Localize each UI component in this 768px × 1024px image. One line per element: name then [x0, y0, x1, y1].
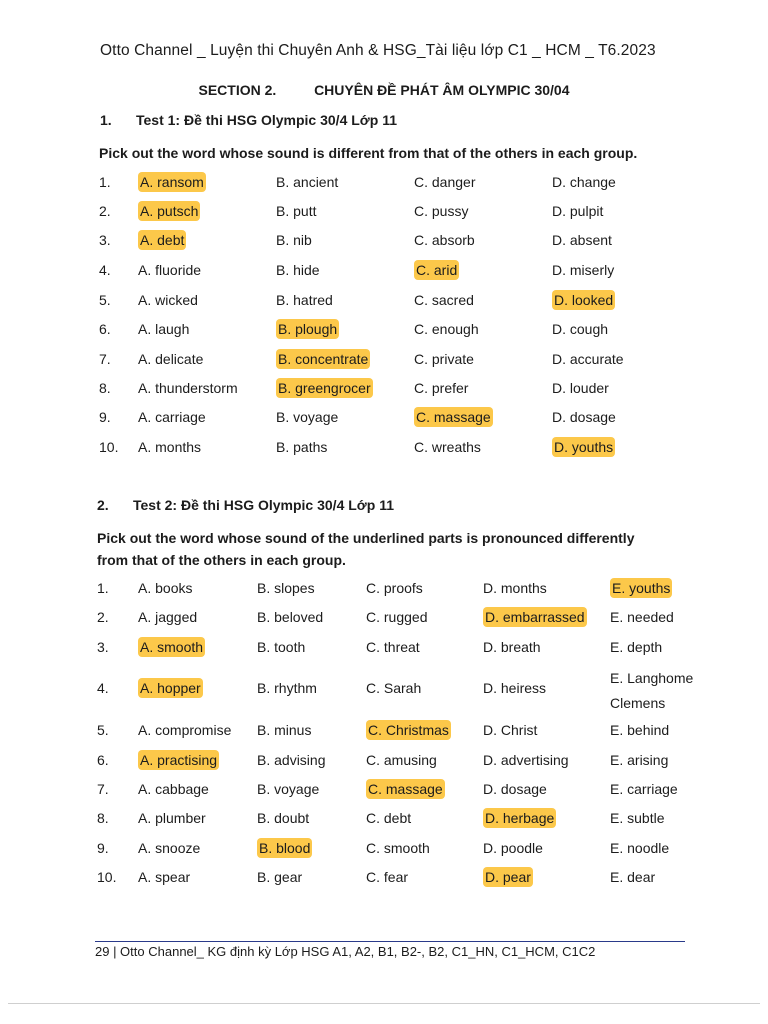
option-a: A. spear [138, 869, 191, 885]
question-number: 5. [97, 722, 109, 738]
test2-row [0, 720, 768, 744]
question-number: 4. [99, 262, 111, 278]
test2-row [0, 670, 768, 711]
option-c: C. enough [414, 321, 479, 337]
question-number: 1. [99, 174, 111, 190]
option-a: A. cabbage [138, 781, 209, 797]
option-c: C. wreaths [414, 439, 481, 455]
option-d: D. looked [554, 292, 614, 308]
test2-row [0, 779, 768, 803]
option-a: A. delicate [138, 351, 204, 367]
option-b: B. nib [276, 232, 312, 248]
option-c: C. smooth [366, 840, 430, 856]
option-a: A. compromise [138, 722, 232, 738]
question-number: 4. [97, 680, 109, 696]
option-e: E. behind [610, 722, 670, 738]
option-b: B. greengrocer [278, 380, 371, 396]
option-a: A. books [138, 580, 193, 596]
test1-row [0, 407, 768, 431]
option-c: C. pussy [414, 203, 469, 219]
test1-row [0, 290, 768, 314]
question-number: 8. [97, 810, 109, 826]
page-footer: 29 | Otto Channel_ KG định kỳ Lớp HSG A1, A2, B1, B2-, B2, C1_HN, C1_HCM, C1C2 [95, 944, 596, 959]
option-a: A. laugh [138, 321, 190, 337]
option-b: B. putt [276, 203, 317, 219]
option-c: C. prefer [414, 380, 469, 396]
option-d: D. cough [552, 321, 609, 337]
option-d: D. heiress [483, 680, 547, 696]
option-b: B. ancient [276, 174, 339, 190]
option-b: B. voyage [257, 781, 320, 797]
option-c: C. Christmas [368, 722, 449, 738]
option-d: D. pulpit [552, 203, 604, 219]
option-a: A. thunderstorm [138, 380, 238, 396]
question-number: 5. [99, 292, 111, 308]
test2-instruction-line1: Pick out the word whose sound of the underlined parts is pronounced differently [97, 530, 635, 546]
section-title: CHUYÊN ĐỀ PHÁT ÂM OLYMPIC 30/04 [314, 82, 570, 98]
option-d: D. dosage [483, 781, 547, 797]
option-d: D. breath [483, 639, 541, 655]
option-c: C. private [414, 351, 474, 367]
option-d: D. dosage [552, 409, 616, 425]
option-a: A. hopper [140, 680, 201, 696]
option-d: D. youths [554, 439, 614, 455]
option-e: E. subtle [610, 810, 665, 826]
option-c: C. massage [416, 409, 491, 425]
test1-number: 1. [100, 112, 112, 128]
option-c: C. fear [366, 869, 409, 885]
page-edge-rule [8, 1003, 760, 1004]
option-b: B. beloved [257, 609, 324, 625]
option-b: B. voyage [276, 409, 339, 425]
option-c: C. massage [368, 781, 443, 797]
test1-row [0, 437, 768, 461]
option-c: C. danger [414, 174, 476, 190]
option-a: A. carriage [138, 409, 206, 425]
option-a: A. practising [140, 752, 218, 768]
page-header: Otto Channel _ Luyện thi Chuyên Anh & HSG_Tài liệu lớp C1 _ HCM _ T6.2023 [100, 42, 656, 59]
test2-instruction-line2: from that of the others in each group. [97, 552, 346, 568]
option-a: A. putsch [140, 203, 199, 219]
test2-title-text: Test 2: Đề thi HSG Olympic 30/4 Lớp 11 [133, 497, 394, 513]
option-c: C. threat [366, 639, 420, 655]
option-d: D. poodle [483, 840, 543, 856]
option-a: A. months [138, 439, 202, 455]
option-a: A. jagged [138, 609, 198, 625]
option-b: B. gear [257, 869, 303, 885]
option-c: C. Sarah [366, 680, 422, 696]
test2-row [0, 637, 768, 661]
option-b: B. paths [276, 439, 328, 455]
option-d: D. absent [552, 232, 612, 248]
question-number: 8. [99, 380, 111, 396]
test1-row [0, 230, 768, 254]
option-a: A. snooze [138, 840, 201, 856]
test1-instruction: Pick out the word whose sound is different from that of the others in each group. [99, 145, 638, 161]
test2-title [97, 497, 394, 513]
option-c: C. rugged [366, 609, 428, 625]
test2-row [0, 838, 768, 862]
option-b: B. minus [257, 722, 312, 738]
option-c: C. proofs [366, 580, 423, 596]
option-a: A. debt [140, 232, 185, 248]
option-a: A. ransom [140, 174, 204, 190]
question-number: 2. [97, 609, 109, 625]
option-b: B. plough [278, 321, 338, 337]
option-b: B. concentrate [278, 351, 369, 367]
test2-instruction [97, 527, 697, 571]
test1-title-text: Test 1: Đề thi HSG Olympic 30/4 Lớp 11 [136, 112, 397, 128]
test2-row [0, 750, 768, 774]
option-d: D. change [552, 174, 616, 190]
option-a: A. fluoride [138, 262, 202, 278]
option-e: E. carriage [610, 781, 678, 797]
option-e-continued: Clemens [610, 695, 666, 711]
option-e: E. Langhome [610, 670, 694, 686]
test2-row [0, 867, 768, 891]
option-a: A. wicked [138, 292, 198, 308]
option-b: B. slopes [257, 580, 315, 596]
question-number: 10. [97, 869, 117, 885]
option-d: D. herbage [485, 810, 555, 826]
option-c: C. arid [416, 262, 458, 278]
test1-row [0, 349, 768, 373]
question-number: 1. [97, 580, 109, 596]
option-b: B. doubt [257, 810, 310, 826]
section-heading [0, 82, 768, 98]
question-number: 9. [99, 409, 111, 425]
question-number: 7. [97, 781, 109, 797]
question-number: 10. [99, 439, 119, 455]
option-c: C. debt [366, 810, 412, 826]
option-a: A. smooth [140, 639, 204, 655]
question-number: 3. [99, 232, 111, 248]
option-e: E. youths [612, 580, 671, 596]
test1-row [0, 319, 768, 343]
option-b: B. hatred [276, 292, 333, 308]
test2-row [0, 607, 768, 631]
section-label: SECTION 2. [198, 82, 277, 98]
test1-row [0, 378, 768, 402]
question-number: 7. [99, 351, 111, 367]
test1-title [100, 112, 397, 128]
option-a: A. plumber [138, 810, 206, 826]
question-number: 9. [97, 840, 109, 856]
option-b: B. tooth [257, 639, 306, 655]
option-d: D. advertising [483, 752, 569, 768]
option-e: E. noodle [610, 840, 670, 856]
option-c: C. amusing [366, 752, 437, 768]
option-d: D. embarrassed [485, 609, 585, 625]
option-d: D. miserly [552, 262, 615, 278]
option-b: B. rhythm [257, 680, 317, 696]
option-d: D. accurate [552, 351, 624, 367]
option-e: E. depth [610, 639, 663, 655]
question-number: 6. [99, 321, 111, 337]
test1-row [0, 260, 768, 284]
test2-row [0, 578, 768, 602]
option-b: B. blood [259, 840, 311, 856]
test1-row [0, 201, 768, 225]
test2-number: 2. [97, 497, 109, 513]
question-number: 3. [97, 639, 109, 655]
option-d: D. Christ [483, 722, 538, 738]
question-number: 2. [99, 203, 111, 219]
option-d: D. pear [485, 869, 531, 885]
test1-row [0, 172, 768, 196]
option-c: C. sacred [414, 292, 474, 308]
test2-row [0, 808, 768, 832]
option-d: D. months [483, 580, 547, 596]
option-e: E. needed [610, 609, 674, 625]
footer-rule [95, 941, 685, 942]
option-e: E. arising [610, 752, 669, 768]
option-d: D. louder [552, 380, 609, 396]
option-e: E. dear [610, 869, 656, 885]
option-c: C. absorb [414, 232, 475, 248]
question-number: 6. [97, 752, 109, 768]
option-b: B. advising [257, 752, 326, 768]
option-b: B. hide [276, 262, 320, 278]
